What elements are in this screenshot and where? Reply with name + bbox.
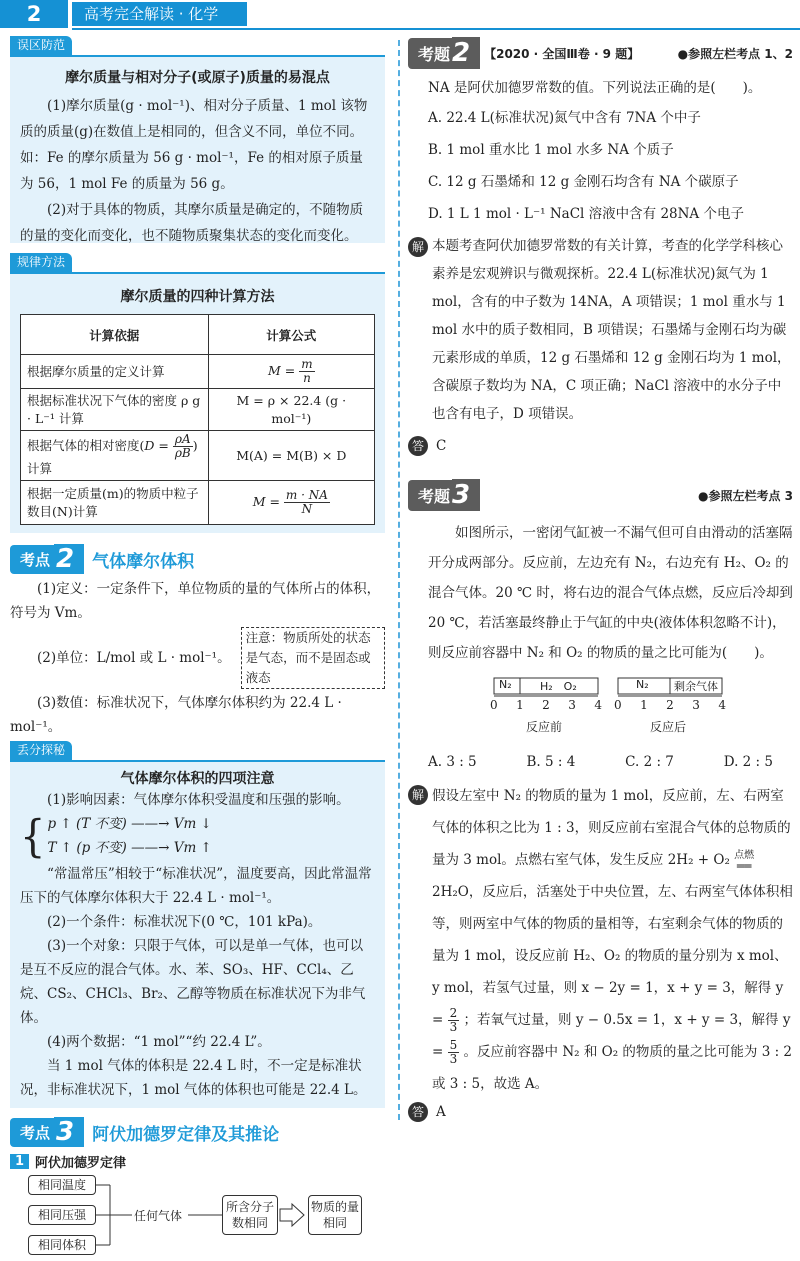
question-3-ref: ●参照左栏考点 3	[698, 488, 793, 503]
col-header-basis: 计算依据	[21, 315, 209, 355]
subsection-number: 1	[10, 1154, 29, 1169]
kaodian-3-heading: 考点 3 阿伏加德罗定律及其推论	[10, 1114, 385, 1150]
after-right-gas: 剩余气体	[674, 680, 718, 693]
question-2-heading: 考题 2 【2020 · 全国Ⅲ卷 · 9 题】 ●参照左栏考点 1、2	[408, 36, 793, 70]
solution-mark: 解	[408, 785, 428, 805]
page-number: 2	[0, 0, 68, 28]
question-3-option: D. 2 : 5	[723, 754, 773, 770]
question-2-answer	[408, 436, 793, 456]
kaodian-2-title: 气体摩尔体积	[92, 551, 195, 572]
section-tag-trap: 丢分探秘	[10, 741, 72, 760]
row-basis: 根据一定质量(m)的物质中粒子数目(N)计算	[21, 481, 209, 525]
row-formula: M = $\frac{m \cdot NA}{N}$	[208, 481, 374, 525]
question-3-heading: 考题 3 ●参照左栏考点 3	[408, 478, 793, 512]
answer-value: A	[436, 1104, 446, 1120]
row-basis: 根据摩尔质量的定义计算	[21, 355, 209, 389]
column-divider	[398, 40, 400, 1120]
kaodian-3-title: 阿伏加德罗定律及其推论	[92, 1124, 280, 1145]
after-left-gas: N₂	[636, 678, 649, 691]
before-left-gas: N₂	[499, 678, 512, 691]
table-row	[21, 481, 375, 525]
answer-value: C	[436, 438, 447, 454]
question-2-stem: NA 是阿伏加德罗常数的值。下列说法正确的是( )。	[428, 80, 762, 96]
trap-b2: T ↑ (p 不变) ——→ Vm ↑	[47, 840, 212, 856]
error-title: 摩尔质量与相对分子(或原子)质量的易混点	[65, 70, 330, 86]
question-3-options	[408, 748, 793, 776]
table-row	[21, 431, 375, 481]
avogadro-flow-diagram	[10, 1171, 385, 1261]
caption-before: 反应前	[526, 720, 563, 734]
flow-box-molecules: 所含分子数相同	[222, 1195, 278, 1235]
answer-mark: 答	[408, 1102, 428, 1122]
trap-p5: (4)两个数据：“1 mol”“约 22.4 L”。	[47, 1034, 271, 1050]
question-2-source: 【2020 · 全国Ⅲ卷 · 9 题】	[484, 46, 640, 61]
question-2-option: D. 1 L 1 mol · L⁻¹ NaCl 溶液中含有 28NA 个电子	[428, 206, 744, 222]
kd2-value: (3)数值：标准状况下，气体摩尔体积约为 22.4 L · mol⁻¹。	[10, 695, 342, 735]
kaodian-2-heading: 考点 2 气体摩尔体积	[10, 541, 385, 577]
question-3-stem: 如图所示，一密闭气缸被一不漏气但可自由滑动的活塞隔开分成两部分。反应前，左边充有 N₂，右边充有 H₂、O₂ 的混合气体。20 ℃ 时，将右边的混合气体点燃，反应后冷却到 20 ℃，若活塞最终静止于气缸的中央(液体体积忽略不计)，则反应前容器中 N₂ 和 O₂ 的物质的量之比可能为( )。	[428, 525, 793, 661]
trap-p4: (3)一个对象：只限于气体，可以是单一气体，也可以是互不反应的混合气体。水、苯、SO₃、HF、CCl₄、乙烷、CS₂、CHCl₃、Br₂、乙醇等物质在标准状况下为非气体。	[20, 938, 366, 1026]
kd2-unit: (2)单位：L/mol 或 L · mol⁻¹。	[37, 650, 231, 666]
reaction-condition: 点燃	[734, 849, 755, 861]
solution-text: 本题考查阿伏加德罗常数的有关计算，考查的化学学科核心素养是宏观辨识与微观探析。22.4 L(标准状况)氮气为 1 mol，含有的中子数为 14NA，A 项错误；1 mol 重水与 1 mol 水中的质子数相同，B 项错误；石墨烯与金刚石均为碳元素形成的单质，12 g 石墨烯和 12 g 金刚石均为 1 mol，含碳原子数均为 NA，C 项正确；NaCl 溶液中的水分子中也含有电子，D 项错误。	[432, 238, 791, 422]
trap-brace: { p ↑ (T 不变) ——→ Vm ↓ T ↑ (p 不变) ——→ Vm ↑	[20, 811, 212, 863]
question-3-option: A. 3 : 5	[428, 754, 477, 770]
row-basis: 根据标准状况下气体的密度 ρ g · L⁻¹ 计算	[21, 389, 209, 431]
kd2-note: 注意：物质所处的状态是气态，而不是固态或液态	[241, 627, 385, 689]
rule-panel	[10, 272, 385, 533]
question-2-option: C. 12 g 石墨烯和 12 g 金刚石均含有 NA 个碳原子	[428, 174, 739, 190]
tick-row-before: 0 1 2 3 4	[490, 698, 602, 712]
subsection-title: 阿伏加德罗定律	[35, 1156, 127, 1171]
trap-p6: 当 1 mol 气体的体积是 22.4 L 时，不一定是标准状况，非标准状况下，1 mol 气体的体积也可能是 22.4 L。	[20, 1058, 367, 1098]
flow-any-gas: 任何气体	[134, 1209, 183, 1223]
question-3-answer	[408, 1102, 793, 1122]
header-rule	[72, 28, 800, 30]
before-right-gas: H₂ O₂	[540, 680, 577, 693]
tick-row-after: 0 1 2 3 4	[614, 698, 726, 712]
solution-mark: 解	[408, 237, 428, 257]
question-2-solution	[408, 232, 793, 428]
question-2-ref: ●参照左栏考点 1、2	[677, 46, 793, 61]
page-header	[0, 0, 800, 30]
question-2-option: A. 22.4 L(标准状况)氮气中含有 7NA 个中子	[428, 110, 701, 126]
flow-box-pressure: 相同压强	[28, 1205, 96, 1225]
solution-text: 假设左室中 N₂ 的物质的量为 1 mol，反应前，左、右两室气体的体积之比为 1 : 3，则反应前右室混合气体的总物质的量为 3 mol。点燃右室气体，发生反应 2H₂ + O₂ 点燃 ══ 2H₂O，反应后，活塞处于中央位置，左、右两室气体体积相等，则两室中气体的物质的量相等，右室剩余气体的物质的量为 1 mol，设反应前 H₂、O₂ 的物质的量分别为 x mol、y mol，若氢气过量，则 x − 2y = 1，x + y = 3，解得 y = $\frac{2}{3}$ ；若氧气过量，则 y − 0.5x = 1，x + y = 3，解得 y = $\frac{5}{3}$ 。反应前容器中 N₂ 和 O₂ 的物质的量之比可能为 3 : 2 或 3 : 5，故选 A。	[432, 788, 793, 1092]
error-p2: (2)对于具体的物质，其摩尔质量是确定的，不随物质的量的变化而变化，也不随物质聚集状态的变化而变化。	[20, 202, 364, 244]
flow-box-amount: 物质的量相同	[308, 1195, 362, 1235]
error-p1: (1)摩尔质量(g · mol⁻¹)、相对分子质量、1 mol 该物质的质量(g)在数值上是相同的，但含义不同，单位不同。如：Fe 的摩尔质量为 56 g · mol⁻¹，Fe 的相对原子质量为 56，1 mol Fe 的质量为 56 g。	[20, 98, 368, 192]
flow-box-volume: 相同体积	[28, 1235, 96, 1255]
question-3-solution	[408, 780, 793, 1100]
left-column	[10, 36, 385, 1261]
cylinder-figure	[408, 672, 793, 742]
book-title: 高考完全解读 · 化学	[72, 2, 247, 26]
right-column	[408, 36, 793, 1122]
row-formula: M = $\frac{m}{n}$	[208, 355, 374, 389]
table-row	[21, 355, 375, 389]
error-panel	[10, 55, 385, 243]
rule-title: 摩尔质量的四种计算方法	[120, 289, 275, 305]
section-tag-error: 误区防范	[10, 36, 72, 55]
trap-panel	[10, 760, 385, 1108]
question-3-option: B. 5 : 4	[526, 754, 576, 770]
section-tag-rule: 规律方法	[10, 253, 72, 272]
row-basis: 根据气体的相对密度(D = $\frac{\rho A}{\rho B}$ )计算	[21, 431, 209, 481]
answer-mark: 答	[408, 436, 428, 456]
trap-p2: “常温常压”相较于“标准状况”，温度要高，因此常温常压下的气体摩尔体积大于 22.4 L · mol⁻¹。	[20, 866, 372, 906]
trap-p3: (2)一个条件：标准状况下(0 ℃，101 kPa)。	[47, 914, 322, 930]
flow-box-temp: 相同温度	[28, 1175, 96, 1195]
kd2-definition: (1)定义：一定条件下，单位物质的量的气体所占的体积，符号为 Vm。	[10, 581, 381, 621]
caption-after: 反应后	[650, 720, 687, 734]
trap-b1: p ↑ (T 不变) ——→ Vm ↓	[47, 816, 212, 832]
question-3-option: C. 2 : 7	[625, 754, 674, 770]
trap-p1: (1)影响因素：气体摩尔体积受温度和压强的影响。	[47, 792, 350, 808]
question-2-option: B. 1 mol 重水比 1 mol 水多 NA 个质子	[428, 142, 674, 158]
trap-title: 气体摩尔体积的四项注意	[120, 771, 275, 787]
calc-table	[20, 314, 375, 525]
row-formula: M = ρ × 22.4 (g · mol⁻¹)	[208, 389, 374, 431]
col-header-formula: 计算公式	[208, 315, 374, 355]
row-formula: M(A) = M(B) × D	[208, 431, 374, 481]
table-row	[21, 389, 375, 431]
